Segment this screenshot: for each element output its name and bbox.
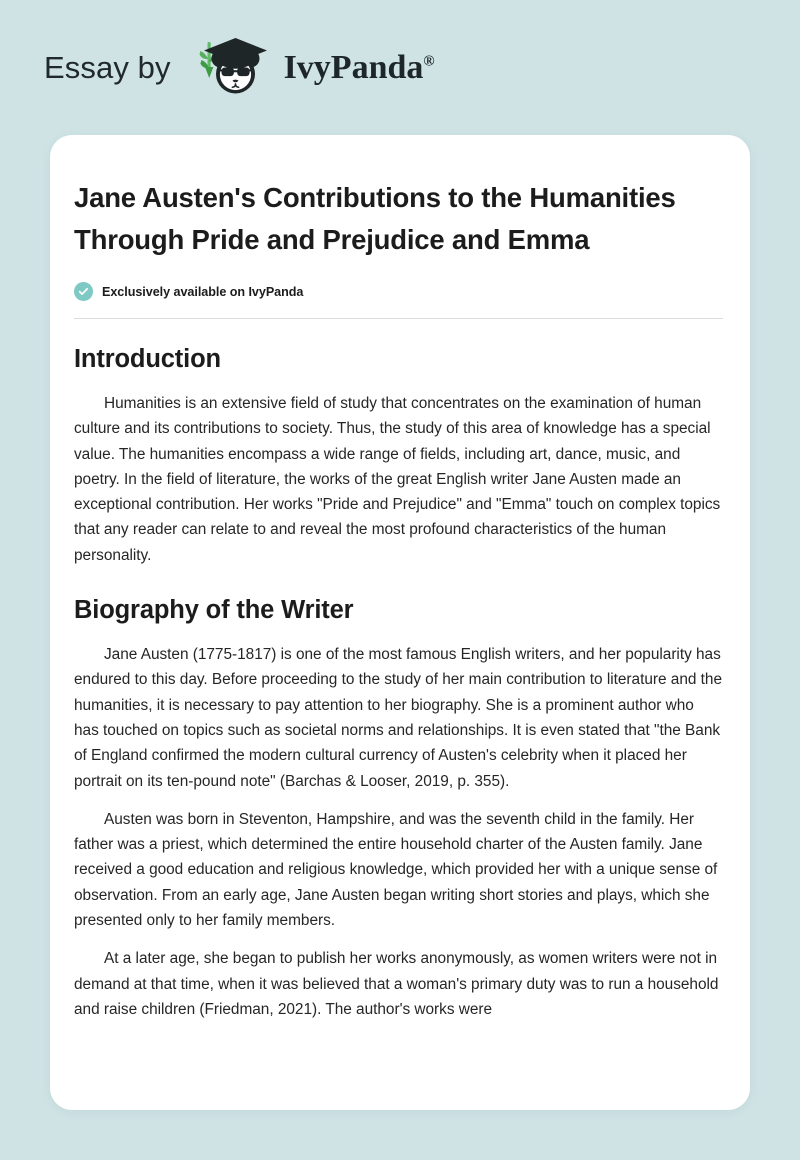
check-circle-icon: [74, 282, 93, 301]
brand-name-text: IvyPanda: [283, 48, 424, 86]
essay-by-label: Essay by: [44, 50, 171, 85]
page-title: Jane Austen's Contributions to the Humanities Through Pride and Prejudice and Emma: [74, 182, 676, 255]
page-header: [0, 0, 800, 135]
paragraph: Jane Austen (1775-1817) is one of the most famous English writers, and her popularity has endured to this day. Before proceeding to the study of her main contribution to literature and the humanities, it is necessary to pay attention to her biography. She is a prominent author who has touched on topics such as societal norms and relationships. It is even stated that "the Bank of England confirmed the modern cultural currency of Austen's celebrity when it placed her portrait on its ten-pound note" (Barchas & Looser, 2019, p. 355).: [74, 646, 722, 790]
status-badge: [74, 282, 722, 301]
ivypanda-wordmark: [283, 48, 435, 86]
ivypanda-panda-graduation-logo-icon: [188, 36, 280, 100]
header-divider: [74, 318, 723, 319]
essay-card-content: [74, 177, 722, 1022]
essay-card: [50, 135, 750, 1110]
ivypanda-brand-lockup[interactable]: [188, 36, 435, 100]
paragraph: Humanities is an extensive field of study that concentrates on the examination of human culture and its contributions to society. Thus, the study of this area of knowledge has a special value. The humanities encompass a wide range of fields, including art, dance, music, and poetry. In the field of literature, the works of the great English writer Jane Austen made an exceptional contribution. Her works "Pride and Prejudice" and "Emma" touch on complex topics that any reader can relate to and reveal the most profound characteristics of the human personality.: [74, 395, 721, 564]
section-heading-biography: Biography of the Writer: [74, 596, 354, 625]
paragraph: Austen was born in Steventon, Hampshire, and was the seventh child in the family. Her father was a priest, which determined the entire household charter of the Austen family. Jane received a good education and religious knowledge, which provided her with a unique sense of observation. From an early age, Jane Austen began writing short stories and plays, which she presented only to her family members.: [74, 810, 718, 930]
registered-mark: ®: [423, 53, 435, 70]
section-heading-introduction: Introduction: [74, 345, 221, 373]
status-badge-label: Exclusively available on IvyPanda: [102, 284, 304, 299]
paragraph: At a later age, she began to publish her works anonymously, as women writers were not in demand at that time, when it was believed that a woman's primary duty was to run a household and raise children (Friedman, 2021). The author's works were: [74, 950, 719, 1018]
